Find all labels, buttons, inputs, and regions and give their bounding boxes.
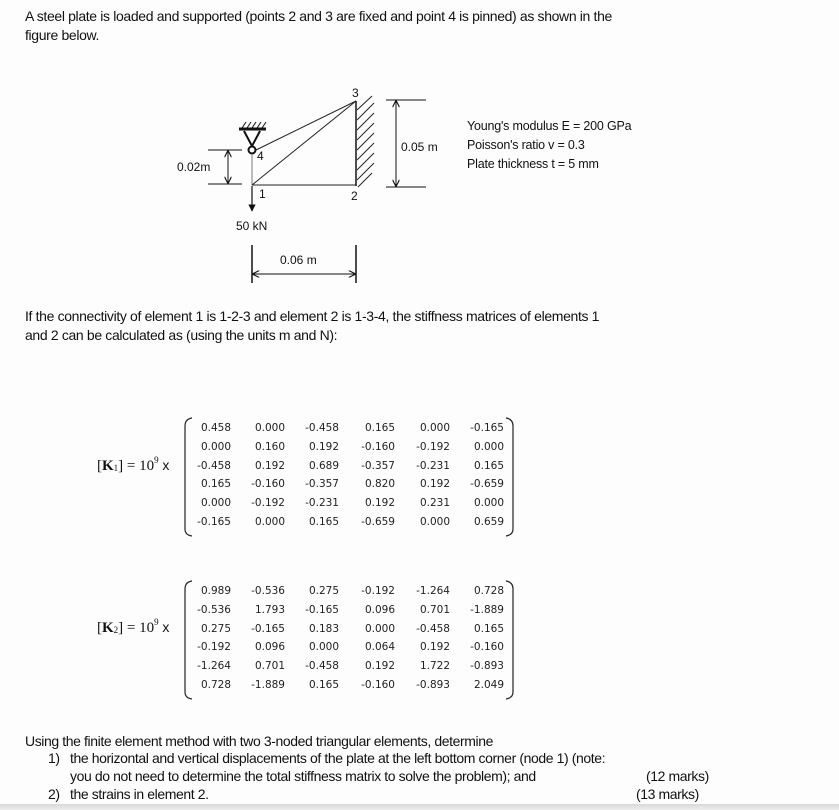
matrix-cell: 0.659 (473, 516, 504, 528)
intro-line-2: figure below. (25, 27, 100, 43)
fixed-wall-icon (357, 96, 374, 187)
matrix-cell: 0.192 (419, 641, 450, 654)
matrix-cell: 0.165 (200, 478, 231, 491)
matrix-cell: -1.889 (470, 603, 504, 616)
matrix-cell: 0.160 (254, 440, 285, 453)
matrix-cell: -0.536 (197, 603, 231, 616)
matrix-cell: -0.165 (470, 422, 504, 434)
matrix-cell: -0.231 (305, 497, 339, 510)
plate-thickness: Plate thickness t = 5 mm (467, 157, 599, 171)
matrix-cell: 0.820 (364, 478, 395, 491)
matrix-cell: -0.659 (470, 478, 504, 491)
matrix-cell: -0.160 (251, 478, 285, 491)
intro-line-1: A steel plate is loaded and supported (points 2 and 3 are fixed and point 4 is pinned) as shown in the (25, 8, 612, 24)
matrix-cell: -0.458 (305, 660, 339, 673)
matrix-cell: 0.192 (419, 478, 450, 491)
k1-label: $[K_1] = 10^9$ x (97, 455, 170, 474)
dimension-left (208, 150, 242, 184)
task-intro: Using the finite element method with two 3-noded triangular elements, determine (25, 733, 494, 749)
matrix-cell: -0.165 (305, 603, 339, 616)
matrix-cell: -0.192 (197, 641, 231, 654)
bottom-border (0, 804, 839, 810)
matrix-cell: 0.192 (364, 660, 395, 673)
matrix-cell: -0.893 (416, 679, 450, 691)
matrix-cell: 0.096 (254, 641, 285, 654)
dim-bottom-label: 0.06 m (280, 253, 317, 267)
matrix-cell: -0.160 (361, 679, 395, 691)
dim-right-label: 0.05 m (401, 140, 438, 154)
matrix-cell: 0.701 (254, 660, 285, 673)
matrix-cell: 0.192 (364, 497, 395, 510)
matrix-cell: 0.000 (254, 516, 285, 528)
matrix-cell: 0.458 (200, 422, 231, 434)
matrix-cell: -0.458 (416, 622, 450, 635)
connectivity-line-2: and 2 can be calculated as (using the units m and N): (25, 327, 338, 343)
item-2-marks: (13 marks) (636, 786, 699, 802)
node-4-label: 4 (257, 149, 264, 163)
item-2-number: 2) (48, 786, 60, 802)
matrix-cell: 0.275 (308, 585, 339, 597)
matrix-cell: 0.000 (254, 422, 285, 434)
node-3-label: 3 (352, 86, 359, 100)
matrix-cell: 2.049 (473, 679, 504, 691)
material-properties (467, 117, 631, 174)
item-1-number: 1) (48, 750, 60, 766)
matrix-cell: -1.264 (416, 585, 450, 597)
matrix-cell: 0.165 (473, 622, 504, 635)
load-label: 50 kN (236, 219, 268, 233)
matrix-cell: 0.989 (200, 585, 231, 597)
matrix-cell: -1.889 (251, 679, 285, 691)
matrix-cell: 0.000 (308, 641, 339, 654)
matrix-cell: 0.000 (200, 440, 231, 453)
poisson-ratio: Poisson's ratio v = 0.3 (467, 138, 585, 152)
matrix-cell: 0.165 (364, 422, 395, 434)
matrix-cell: 0.728 (200, 679, 231, 691)
matrix-cell: 0.728 (473, 585, 504, 597)
matrix-cell: -0.458 (197, 459, 231, 472)
node-2-label: 2 (351, 189, 358, 203)
matrix-cell: -0.357 (361, 459, 395, 472)
matrix-cell: 0.165 (308, 516, 339, 528)
matrix-cell: -0.192 (361, 585, 395, 597)
matrix-cell: -0.165 (251, 622, 285, 635)
matrix-cell: 0.000 (200, 497, 231, 510)
node-1-label: 1 (259, 187, 266, 201)
item-1-marks: (12 marks) (646, 768, 709, 784)
matrix-cell: 0.096 (364, 603, 395, 616)
matrix-cell: -0.458 (305, 422, 339, 434)
plate-figure (0, 0, 839, 300)
matrix-cell: 0.000 (473, 440, 504, 453)
matrix-cell: -0.165 (197, 516, 231, 528)
matrix-cell: 0.192 (308, 440, 339, 453)
item-1-line-2: you do not need to determine the total stiffness matrix to solve the problem); and (70, 768, 536, 784)
matrix-cell: -0.192 (251, 497, 285, 510)
matrix-cell: 0.000 (473, 497, 504, 510)
matrix-cell: -0.160 (470, 641, 504, 654)
matrix-cell: 0.192 (254, 459, 285, 472)
matrix-cell: -0.659 (361, 516, 395, 528)
matrix-cell: 0.701 (419, 603, 450, 616)
item-2-line-1: the strains in element 2. (70, 786, 209, 802)
matrix-cell: -0.893 (470, 660, 504, 673)
matrix-cell: -0.357 (305, 478, 339, 491)
matrix-cell: -0.160 (361, 440, 395, 453)
matrix-cell: 0.000 (419, 422, 450, 434)
matrix-cell: 1.722 (419, 660, 450, 673)
matrix-cell: 0.000 (419, 516, 450, 528)
matrix-cell: 0.231 (419, 497, 450, 510)
dim-left-label: 0.02m (177, 160, 211, 174)
matrix-cell: -0.192 (416, 440, 450, 453)
matrix-cell: 0.165 (308, 679, 339, 691)
matrix-cell: -0.536 (251, 585, 285, 597)
matrix-cell: 0.689 (308, 459, 339, 472)
matrix-cell: 0.000 (364, 622, 395, 635)
matrix-cell: -1.264 (197, 660, 231, 673)
k2-label: $[K_2] = 10^9$ x (97, 617, 170, 636)
matrix-cell: 1.793 (254, 603, 285, 616)
item-1-line-1: the horizontal and vertical displacements of the plate at the left bottom corner (node 1) (note: (70, 750, 606, 766)
plate-outline (252, 101, 356, 186)
connectivity-line-1: If the connectivity of element 1 is 1-2-3 and element 2 is 1-3-4, the stiffness matrices of elements 1 (25, 308, 600, 324)
matrix-cell: 0.275 (200, 622, 231, 635)
matrix-cell: -0.231 (416, 459, 450, 472)
matrix-cell: 0.165 (473, 459, 504, 472)
matrix-cell: 0.183 (308, 622, 339, 635)
matrix-cell: 0.064 (364, 641, 395, 654)
youngs-modulus: Young's modulus E = 200 GPa (467, 119, 632, 133)
